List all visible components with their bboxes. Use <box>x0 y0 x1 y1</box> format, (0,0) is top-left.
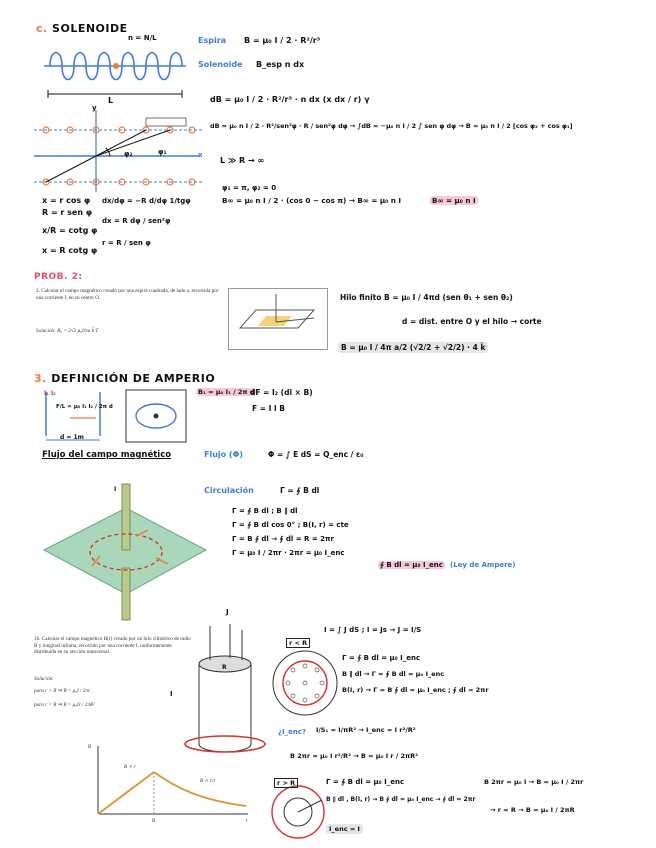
df-equation: dF = I₂ (dl × B) <box>250 388 313 397</box>
sub-line-1: x = r cos φ <box>42 196 91 205</box>
ienc-equation: I/S₁ = I/πR² → I_enc = I r²/R² <box>316 726 416 734</box>
derivation-line-3: Γ = B ∮ dl → ∮ dl = R = 2πr <box>232 535 335 543</box>
ampere-law-name: (Ley de Ampere) <box>450 561 516 569</box>
inner-line-1: I = ∫ J dS ; I = Js → J = I/S <box>324 626 422 634</box>
mid-substitutions <box>102 195 191 249</box>
graph-axis-b: B <box>88 744 92 750</box>
mid-line-1: dx/dφ = −R d/dφ 1/tgφ <box>102 197 191 205</box>
section-title: DEFINICIÓN DE AMPERIO <box>51 372 216 385</box>
solenoide-label: Solenoide <box>198 60 243 69</box>
case-r-greater-R: r > R <box>274 778 298 788</box>
graph-axis-r: r <box>246 818 248 824</box>
hilo-finito: Hilo finito B = μ₀ I / 4πd (sen θ₁ + sen θ₂) <box>340 293 513 302</box>
b-infinity-equation: B∞ = μ₀ n I / 2 · (cos 0 − cos π) → B∞ = μ₀ n I <box>222 196 402 205</box>
outer-line-5: → r = R → B = μ₀ I / 2πR <box>490 806 575 814</box>
db-equation-1: dB = μ₀ I / 2 · R²/r³ · n dx (x dx / r) γ <box>210 95 370 104</box>
force-per-length: F/L = μ₀ I₁ I₂ / 2π d <box>56 404 113 410</box>
limits: φ₁ = π, φ₂ = 0 <box>222 184 277 192</box>
currents-label: I₁ I₂ <box>44 390 56 397</box>
l-gt-r: L ≫ R → ∞ <box>220 156 265 165</box>
ampere-loop-diagram <box>40 482 210 622</box>
current-density-label: J <box>226 608 229 616</box>
espira-equation: B = μ₀ I / 2 · R²/r³ <box>244 36 321 45</box>
cylinder-current-label: I <box>170 690 173 698</box>
section-title: SOLENOIDE <box>52 22 128 35</box>
b-inside-equation: B 2πr = μ₀ I r²/R² → B = μ₀ I r / 2πR² <box>290 752 419 760</box>
prob2-heading: PROB. 2: <box>34 272 83 282</box>
mid-line-2: dx = R dφ / sen²φ <box>102 217 171 225</box>
prob16-solution: Solución: <box>34 676 54 682</box>
solenoid-coil-diagram <box>40 42 190 104</box>
prob16-case1: para r > R ⇒ B = μ₀I / 2πr <box>34 688 90 694</box>
solenoide-equation: B_esp n dx <box>256 60 305 69</box>
wire-current-label: I <box>114 486 117 493</box>
circulacion-equation: Γ = ∮ B dl <box>280 486 320 495</box>
inner-line-3: B ∥ dl → Γ = ∮ B dl = μ₀ I_enc <box>342 670 445 678</box>
section-heading-solenoide <box>36 22 128 35</box>
graph-axis-R: R <box>152 818 156 824</box>
cylinder-cross-section-outer <box>270 784 326 840</box>
prob2-result: B = μ₀ I / 4π a/2 (√2/2 + √2/2) · 4 k̂ <box>338 342 488 353</box>
distance-note: d = dist. entre O y el hilo → corte <box>402 317 542 326</box>
left-substitutions <box>42 195 97 257</box>
section-heading-ampere <box>34 372 215 385</box>
circulation-derivation <box>232 504 349 560</box>
cylinder-diagram <box>180 624 270 764</box>
ienc-question: ¿I_enc? <box>278 728 307 736</box>
derivation-line-4: Γ = μ₀ I / 2πr · 2πr = μ₀ I_enc <box>232 549 345 557</box>
b1-equation: B₁ = μ₀ I₁ / 2π d <box>198 388 255 396</box>
sub-line-2: R = r sen φ <box>42 208 93 217</box>
graph-label-inverse: B ∝ 1/r <box>200 778 216 784</box>
prob2-solution: Solución: B₀ = 2√2 μ₀I/πa k̂ T <box>36 328 99 334</box>
inner-line-2: Γ = ∮ B dl = μ₀ I_enc <box>342 654 421 662</box>
espira-label: Espira <box>198 36 227 45</box>
derivation-line-1: Γ = ∮ B dl ; B ∥ dl <box>232 507 298 515</box>
b-infinity-result: B∞ = μ₀ n I <box>432 196 476 205</box>
n-label: n = N/L <box>128 34 157 42</box>
d-label: d = 1m <box>60 434 84 441</box>
sub-line-4: x = R cotg φ <box>42 246 98 255</box>
inner-line-4: B(I, r) → Γ = B ∮ dl = μ₀ I_enc ; ∮ dl = 2πr <box>342 686 489 694</box>
circulacion-label: Circulación <box>204 486 254 495</box>
section-number: c. <box>36 22 48 35</box>
axis-x-label: x <box>198 151 203 159</box>
db-equation-2: dB = μ₀ n I / 2 · R²/sen²φ · R / sen²φ dφ → ∫dB = −μ₀ n I / 2 ∫ sen φ dφ → B = μ₀ n I / 2 [cos φ₂ + cos φ₁] <box>210 122 573 130</box>
ampere-law: ∮ B dl = μ₀ I_enc <box>380 561 443 569</box>
mid-line-3: r = R / sen φ <box>102 239 151 247</box>
prob16-case2: para r < R ⇒ B = μ₀Ir / 2πR² <box>34 702 95 708</box>
phi2-label: φ₂ <box>124 150 133 158</box>
outer-line-1: Γ = ∮ B dl = μ₀ I_enc <box>326 778 405 786</box>
ilb-equation: F = I l B <box>252 404 285 413</box>
flujo-equation: Φ = ∫ E dS = Q_enc / ε₀ <box>268 450 364 459</box>
solenoid-cross-section-diagram <box>34 108 204 194</box>
section-number: 3. <box>34 372 47 385</box>
derivation-line-2: Γ = ∮ B dl cos 0° ; B(I, r) = cte <box>232 521 349 529</box>
outer-line-4: B 2πr = μ₀ I → B = μ₀ I / 2πr <box>484 778 584 786</box>
cylinder-radius-label: R <box>222 664 227 671</box>
L-label: L <box>108 96 114 105</box>
prob16-statement: 16. Calcular el campo magnético B(r) creado por un hilo cilíndrico de radio R y longitud infinita, recorrido por una corriente I, uniformemente distribuida en su sección transversal. <box>34 636 191 655</box>
cylinder-cross-section-inner <box>270 648 340 718</box>
outer-line-3: I_enc = I <box>326 824 363 834</box>
prob2-statement: 2. Calcular el campo magnético creado por una espira cuadrada, de lado a, recorrida por una corriente I, en su centro O. <box>36 288 219 301</box>
square-loop-diagram <box>228 288 328 350</box>
phi1-label: φ₁ <box>158 148 167 156</box>
wire-field-loop-diagram <box>124 388 188 444</box>
outer-line-2: B ∥ dl , B(I, r) → B ∮ dl = μ₀ I_enc → ∮ dl = 2πr <box>326 796 476 803</box>
flujo-heading: Flujo del campo magnético <box>42 450 172 460</box>
sub-line-3: x/R = cotg φ <box>42 226 98 235</box>
flujo-label: Flujo (Φ) <box>204 450 244 459</box>
axis-y-label: y <box>92 104 97 112</box>
case-r-less-R: r < R <box>286 638 310 648</box>
graph-label-linear: B ∝ r <box>124 764 136 770</box>
